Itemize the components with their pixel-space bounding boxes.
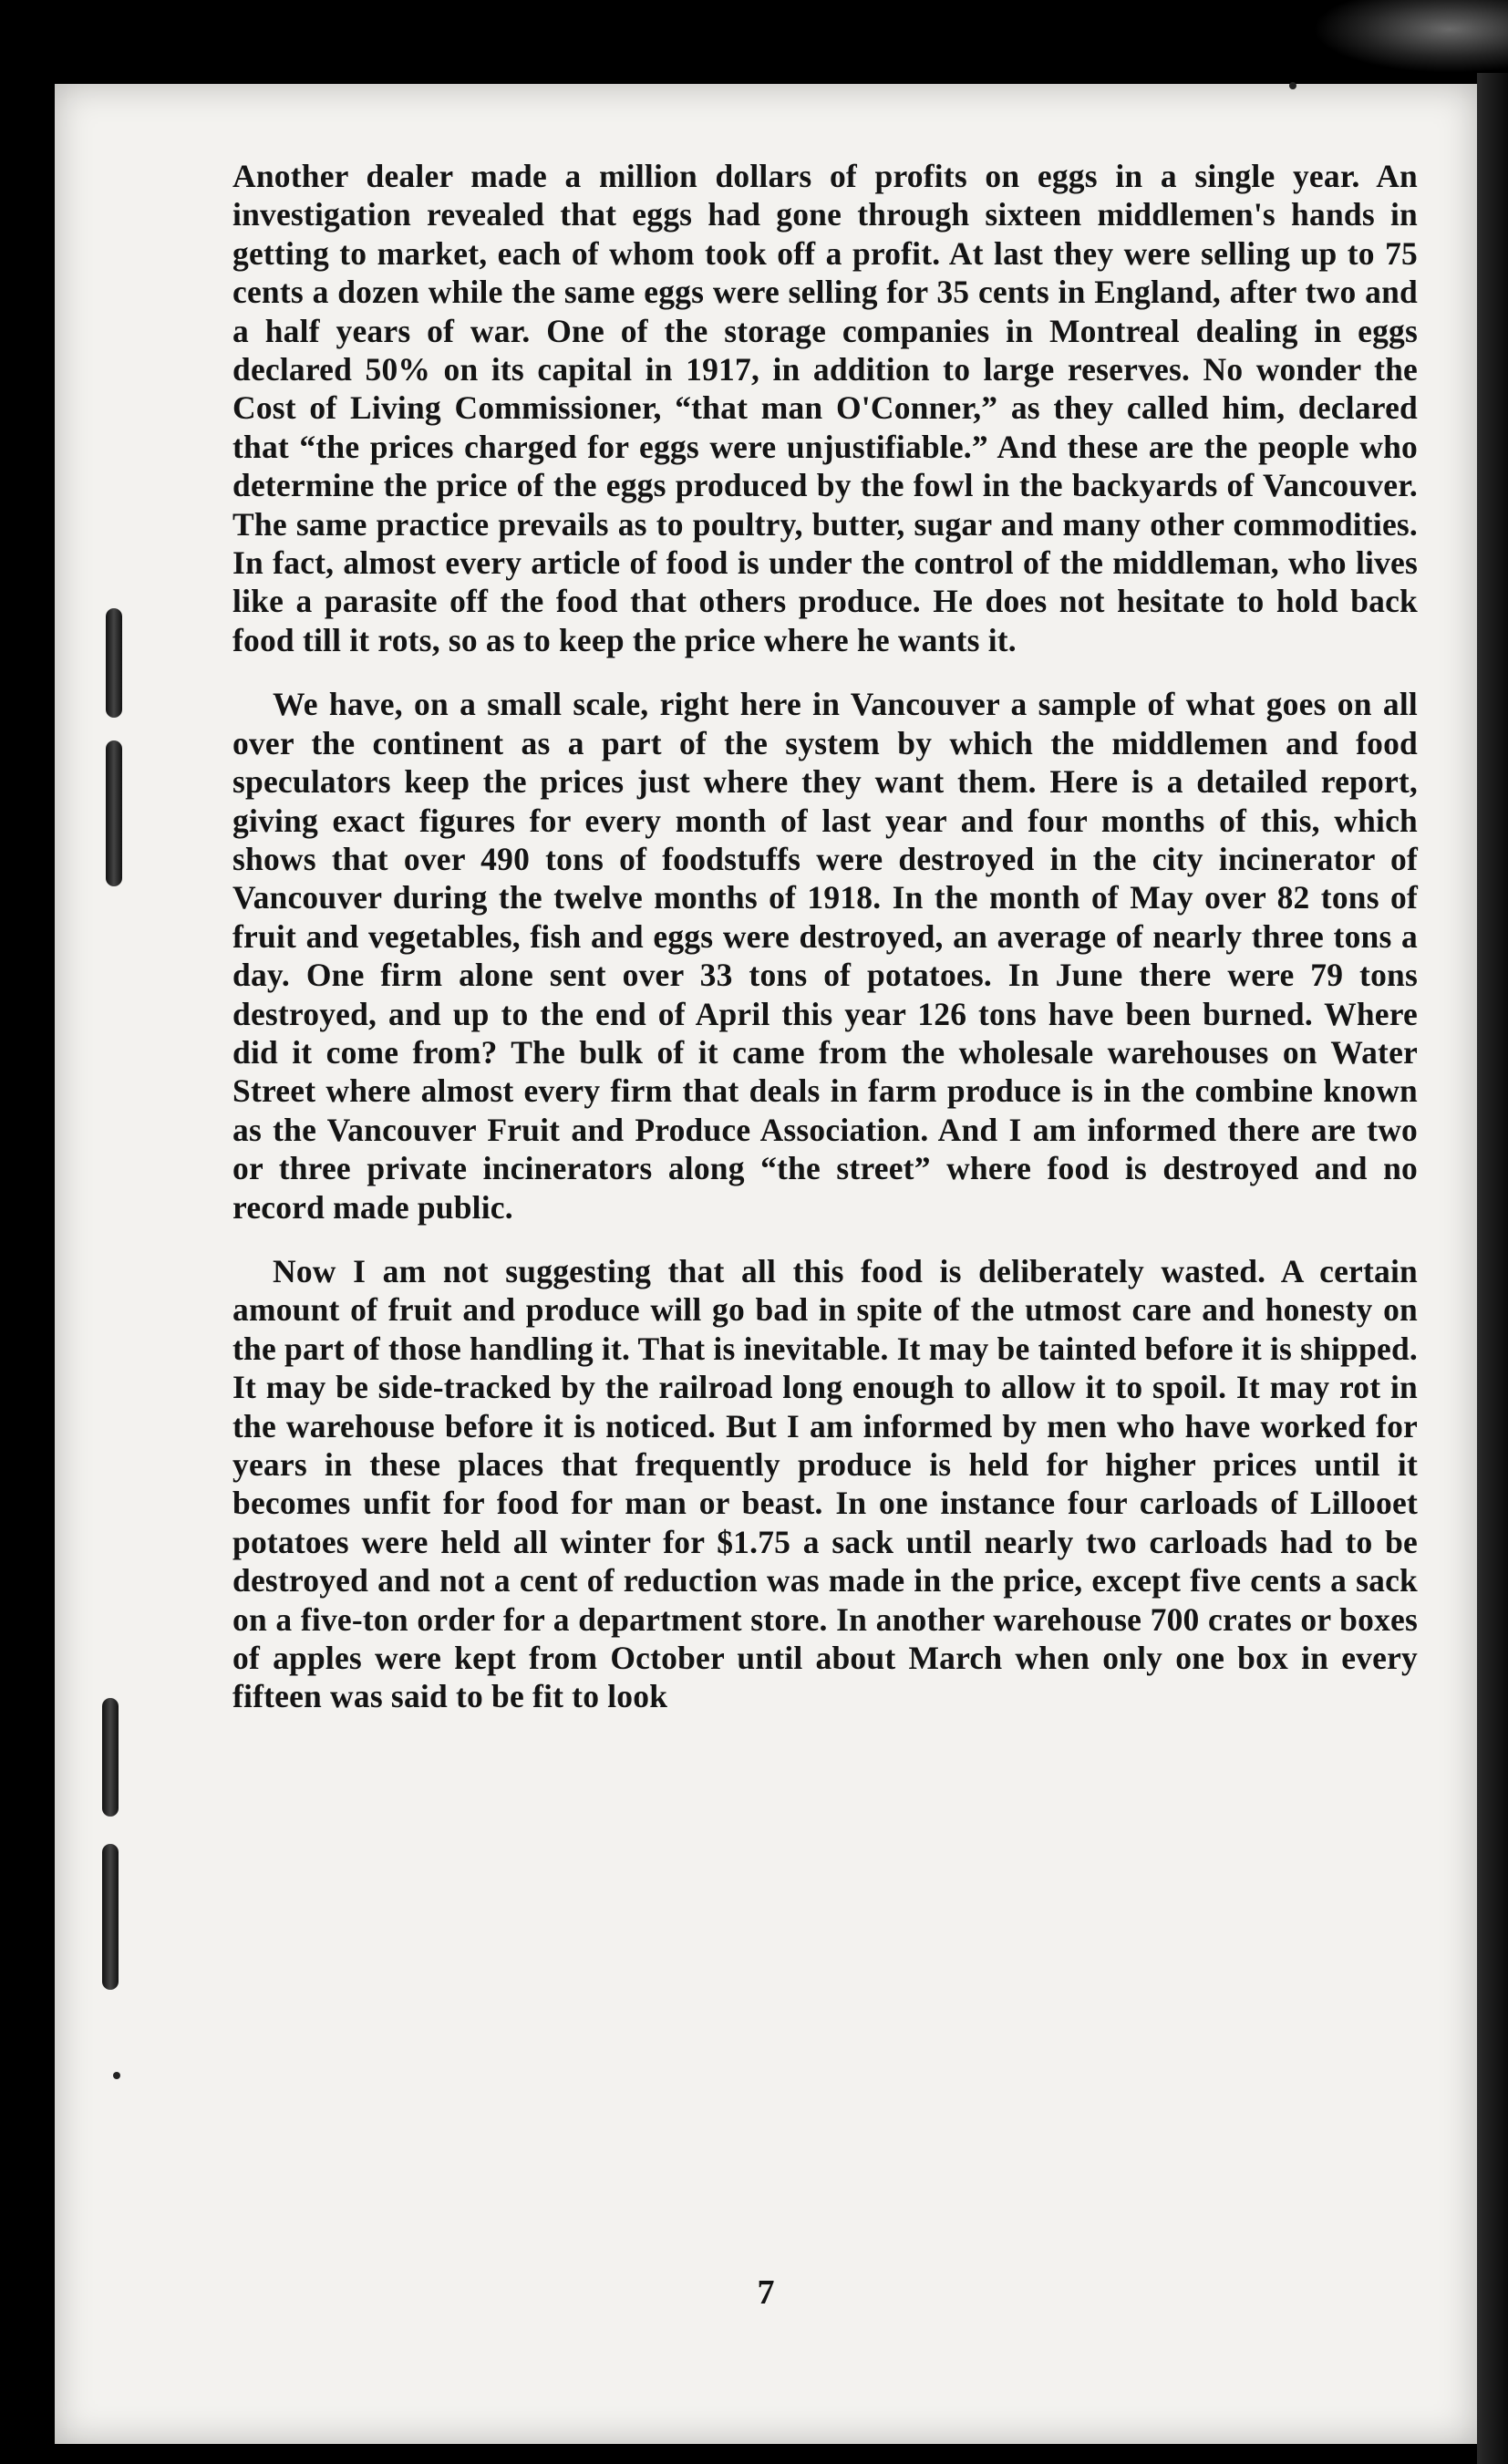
page-number: 7 <box>757 2273 775 2312</box>
paragraph-1: Another dealer made a million dollars of profits on eggs in a single year. An investigation revealed that eggs had gone through sixteen middlemen's hands in getting to market, each of whom took off a profit. At last they were selling up to 75 cents a dozen while the same eggs were selling for 35 cents in England, after two and a half years of war. One of the storage companies in Montreal dealing in eggs declared 50% on its capital in 1917, in addition to large reserves. No wonder the Cost of Living Commissioner, “that man O'Conner,” as they called him, declared that “the prices charged for eggs were unjustifiable.” And these are the people who determine the price of the eggs produced by the fowl in the backyards of Vancouver. The same practice prevails as to poultry, butter, sugar and many other commodities. In fact, almost every article of food is under the control of the middleman, who lives like a parasite off the food that others produce. He does not hesitate to hold back food till it rots, so as to keep the price where he wants it. <box>232 158 1418 658</box>
staple-mark-upper-bottom <box>106 740 122 886</box>
staple-mark-upper-top <box>106 608 122 718</box>
paragraph-2: We have, on a small scale, right here in Vancouver a sample of what goes on all over the continent as a part of the system by which the middlemen and food speculators keep the prices just where they want them. Here is a detailed report, giving exact figures for every month of last year and four months of this, which shows that over 490 tons of foodstuffs were destroyed in the city incinerator of Vancouver during the twelve months of 1918. In the month of May over 82 tons of fruit and vegetables, fish and eggs were destroyed, an average of nearly three tons a day. One firm alone sent over 33 tons of potatoes. In June there were 79 tons destroyed, and up to the end of April this year 126 tons have been burned. Where did it come from? The bulk of it came from the wholesale warehouses on Water Street where almost every firm that deals in farm produce is in the combine known as the Vancouver Fruit and Produce Association. And I am informed there are two or three private incinerators along “the street” where food is destroyed and no record made public. <box>232 686 1418 1226</box>
punch-dot <box>113 2072 120 2079</box>
scan-edge-artifact <box>1313 0 1508 73</box>
page-edge-shadow <box>1477 73 1508 2464</box>
corner-dot <box>1289 82 1296 89</box>
document-page <box>55 84 1477 2444</box>
paragraph-3: Now I am not suggesting that all this food is deliberately wasted. A certain amount of fruit and produce will go bad in spite of the utmost care and honesty on the part of those handling it. That is inevitable. It may be tainted before it is shipped. It may be side-tracked by the railroad long enough to allow it to spoil. It may rot in the warehouse before it is noticed. But I am informed by men who have worked for years in these places that frequently produce is held for higher prices until it becomes unfit for food for man or beast. In one instance four carloads of Lillooet potatoes were held all winter for $1.75 a sack until nearly two carloads had to be destroyed and not a cent of reduction was made in the price, except five cents a sack on a five-ton order for a department store. In another warehouse 700 crates or boxes of apples were kept from October until about March when only one box in every fifteen was said to be fit to look <box>232 1252 1418 1715</box>
body-text <box>232 157 1418 1716</box>
staple-mark-lower-bottom <box>102 1844 119 1990</box>
staple-mark-lower-top <box>102 1698 119 1817</box>
